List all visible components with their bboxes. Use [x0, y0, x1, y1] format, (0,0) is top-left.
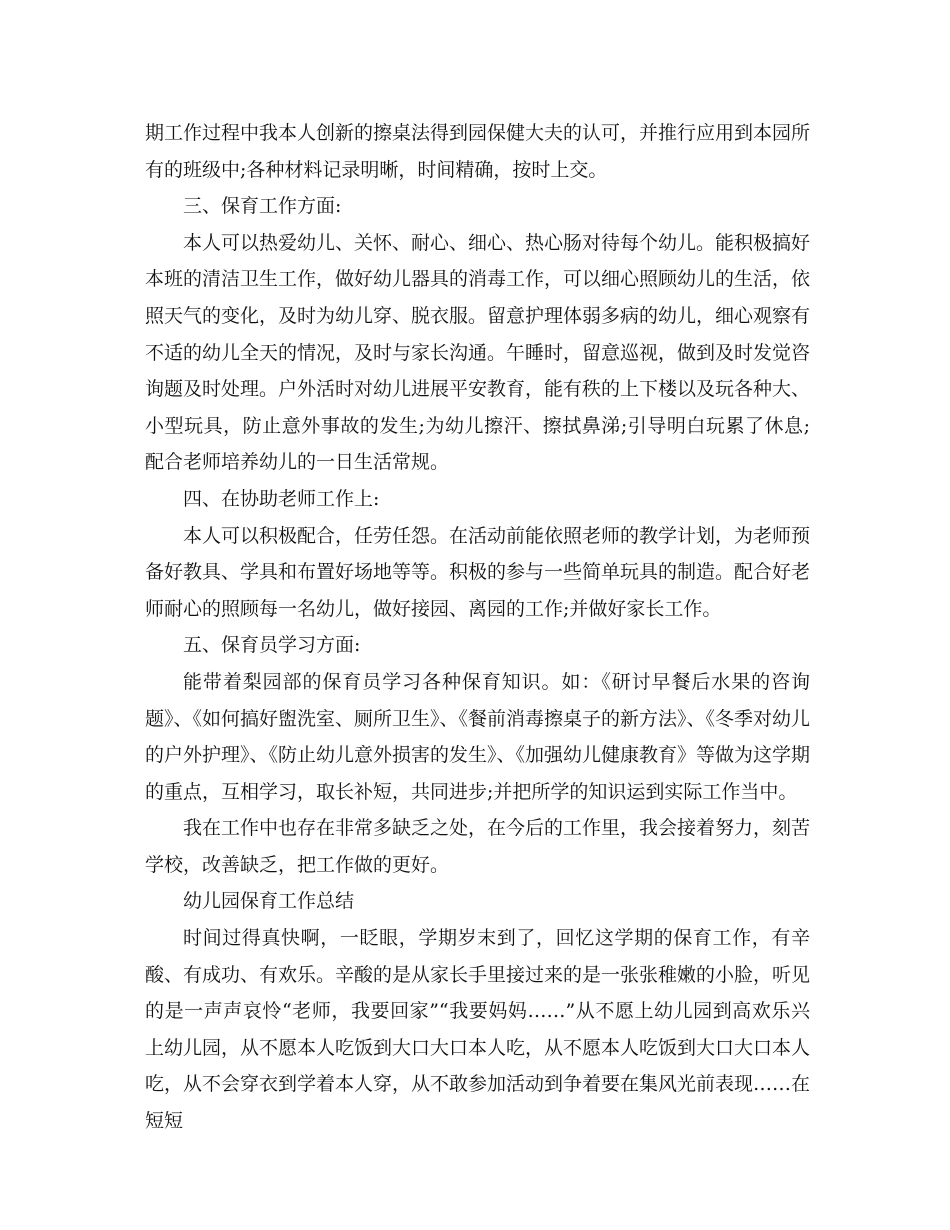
document-body	[145, 115, 810, 1140]
paragraph-caregiver-learning: 能带着梨园部的保育员学习各种保育知识。如：《研讨早餐后水果的咨询题》、《如何搞好盥洗室、厕所卫生》、《餐前消毒擦桌子的新方法》、《冬季对幼儿的户外护理》、《防止幼儿意外损害的发生》、《加强幼儿健康教育》等做为这学期的重点，互相学习，取长补短，共同进步;并把所学的知识运到实际工作当中。	[145, 670, 811, 803]
paragraph-childcare-work: 本人可以热爱幼儿、关怀、耐心、细心、热心肠对待每个幼儿。能积极搞好本班的清洁卫生工作，做好幼儿器具的消毒工作，可以细心照顾幼儿的生活，依照天气的变化，及时为幼儿穿、脱衣服。留意护理体弱多病的幼儿，细心观察有不适的幼儿全天的情况，及时与家长沟通。午睡时，留意巡视，做到及时发觉咨询题及时处理。户外活时对幼儿进展平安教育，能有秩的上下楼以及玩各种大、小型玩具，防止意外事故的发生;为幼儿擦汗、擦拭鼻涕;引导明白玩累了休息;配合老师培养幼儿的一日生活常规。	[145, 231, 811, 474]
paragraph-continuation: 期工作过程中我本人创新的擦桌法得到园保健大夫的认可，并推行应用到本园所有的班级中;各种材料记录明晰，时间精确，按时上交。	[145, 122, 811, 181]
section-heading-caregiver-learning: 五、保育员学习方面:	[183, 634, 361, 657]
paragraph-assisting-teachers: 本人可以积极配合，任劳任怨。在活动前能依照老师的教学计划，为老师预备好教具、学具和布置好场地等等。积极的参与一些简单玩具的制造。配合好老师耐心的照顾每一名幼儿，做好接园、离园的工作;并做好家长工作。	[145, 524, 811, 620]
section-title-summary: 幼儿园保育工作总结	[183, 890, 355, 913]
section-heading-childcare-work: 三、保育工作方面:	[183, 195, 342, 218]
paragraph-summary-intro: 时间过得真快啊，一眨眼，学期岁末到了，回忆这学期的保育工作，有辛酸、有成功、有欢乐。辛酸的是从家长手里接过来的是一张张稚嫩的小脸，听见的是一声声哀怜“老师，我要回家”“我要妈妈……”从不愿上幼儿园到高欢乐兴上幼儿园，从不愿本人吃饭到大口大口本人吃，从不愿本人吃饭到大口大口本人吃，从不会穿衣到学着本人穿，从不敢参加活动到争着要在集风光前表现……在短短	[145, 927, 811, 1133]
section-heading-assisting-teachers: 四、在协助老师工作上:	[183, 487, 380, 510]
paragraph-shortcomings: 我在工作中也存在非常多缺乏之处，在今后的工作里，我会接着努力，刻苦学校，改善缺乏，把工作做的更好。	[145, 817, 811, 876]
